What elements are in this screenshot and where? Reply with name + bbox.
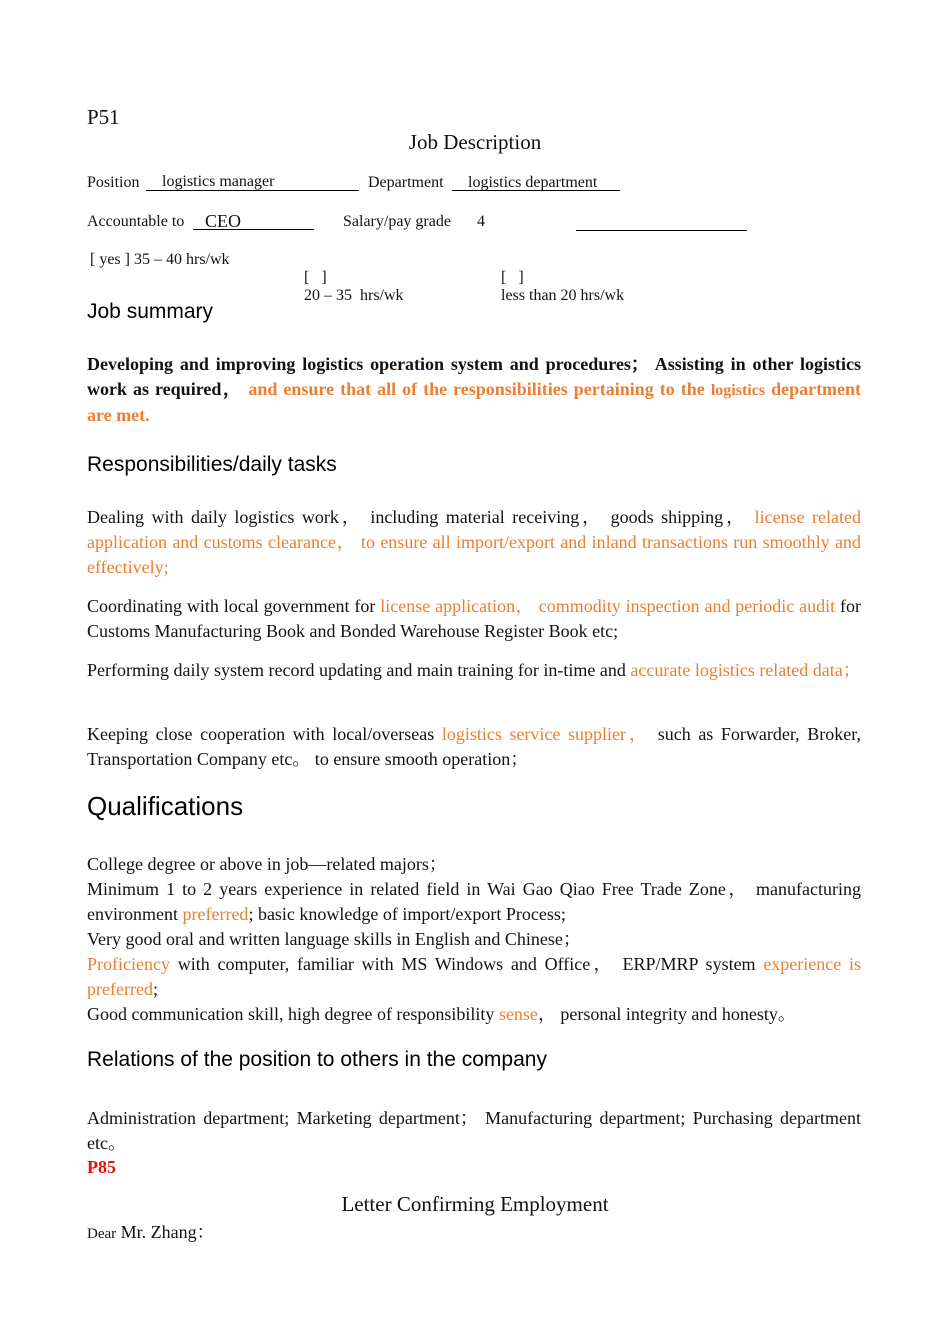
hours-option-2 xyxy=(288,251,404,323)
responsibility-2-text-b: for Customs Manufacturing Book and Bonded Warehouse Register Book etc; xyxy=(87,596,862,641)
responsibility-4-highlight: logistics service supplier， xyxy=(441,724,651,744)
responsibility-1-highlight: license related application and customs clearance， to ensure all import/export and inland transactions run smoothly and effectively; xyxy=(87,507,861,577)
hours-checkbox-1: [ yes ] xyxy=(90,251,130,268)
job-summary-part-d: department are met. xyxy=(87,379,862,425)
responsibility-paragraph-2 xyxy=(87,594,861,644)
responsibilities-heading: Responsibilities/daily tasks xyxy=(87,453,337,476)
job-summary-part-b: and ensure that all of the responsibilities pertaining to the xyxy=(248,379,705,399)
hours-label-3: less than 20 hrs/wk xyxy=(501,287,625,304)
salutation-name: Mr. Zhang： xyxy=(120,1222,215,1242)
qualification-5-highlight: sense xyxy=(498,1004,538,1024)
responsibility-2-highlight-a: license application， xyxy=(380,596,534,616)
salary-label: Salary/pay grade xyxy=(343,213,451,230)
letter-title: Letter Confirming Employment xyxy=(341,1192,609,1216)
qualification-4-highlight-b: experience is preferred xyxy=(87,954,862,999)
document-title: Job Description xyxy=(408,130,542,154)
qualification-2-text-a: Minimum 1 to 2 years experience in related field in Wai Gao Qiao Free Trade Zone， manufacturing environment xyxy=(87,879,861,924)
hours-option-3 xyxy=(485,251,624,323)
qualification-2-text-b: ; basic knowledge of import/export Process; xyxy=(248,904,566,924)
qualification-5-text-b: ， personal integrity and honesty。 xyxy=(537,1004,796,1024)
hours-checkbox-3: [ ] xyxy=(501,269,524,286)
page-label-p85: P85 xyxy=(87,1157,116,1177)
job-summary-text xyxy=(87,352,861,428)
responsibility-4-text-b: such as Forwarder, Broker, Transportation Company etc。 to ensure smooth operation； xyxy=(87,724,861,769)
responsibility-paragraph-1 xyxy=(87,505,861,580)
position-value: logistics manager xyxy=(162,173,275,190)
qualification-5-text-a: Good communication skill, high degree of responsibility xyxy=(87,1004,495,1024)
letter-salutation xyxy=(87,1218,215,1244)
qualification-4-highlight-a: Proficiency xyxy=(87,954,170,974)
relations-text: Administration department; Marketing department； Manufacturing department; Purchasing department etc。 xyxy=(87,1108,861,1153)
salary-value: 4 xyxy=(477,213,485,230)
department-label: Department xyxy=(368,174,444,191)
accountable-value: CEO xyxy=(205,211,241,231)
qualification-3: Very good oral and written language skills in English and Chinese； xyxy=(87,929,581,949)
position-label: Position xyxy=(87,174,140,191)
responsibility-paragraph-3 xyxy=(87,658,861,683)
responsibility-1-text: Dealing with daily logistics work， including material receiving， goods shipping， xyxy=(87,507,748,527)
hours-label-2: 20 – 35 hrs/wk xyxy=(304,287,404,304)
accountable-label: Accountable to xyxy=(87,213,185,230)
relations-heading: Relations of the position to others in the company xyxy=(87,1048,547,1071)
responsibility-2-highlight-b: commodity inspection and periodic audit xyxy=(538,596,836,616)
responsibility-4-text-a: Keeping close cooperation with local/overseas xyxy=(87,724,435,744)
department-value: logistics department xyxy=(468,174,598,191)
qualifications-heading: Qualifications xyxy=(87,791,244,821)
salary-underline xyxy=(576,230,747,231)
responsibility-3-text: Performing daily system record updating and main training for in-time and xyxy=(87,660,626,680)
responsibility-3-highlight: accurate logistics related data； xyxy=(630,660,861,680)
qualification-4 xyxy=(87,952,861,1002)
job-summary-part-c: logistics xyxy=(710,382,766,399)
qualification-4-end: ; xyxy=(152,979,158,999)
job-summary-part-a: Developing and improving logistics operation system and procedures； Assisting in other logistics work as required， xyxy=(87,354,861,399)
hours-label-1: 35 – 40 hrs/wk xyxy=(133,251,230,268)
qualification-1: College degree or above in job—related majors； xyxy=(87,854,447,874)
hours-option-1 xyxy=(90,251,230,269)
job-summary-heading: Job summary xyxy=(87,300,214,323)
responsibility-2-text-a: Coordinating with local government for xyxy=(87,596,376,616)
qualification-4-text: with computer, familiar with MS Windows and Office， ERP/MRP system xyxy=(177,954,756,974)
qualification-2-highlight: preferred xyxy=(182,904,249,924)
hours-checkbox-2: [ ] xyxy=(304,269,327,286)
qualification-2 xyxy=(87,877,861,927)
qualification-5 xyxy=(87,1002,861,1027)
salutation-dear: Dear xyxy=(87,1226,117,1242)
page-label-p51: P51 xyxy=(87,105,120,129)
responsibility-paragraph-4 xyxy=(87,722,861,772)
qualifications-list xyxy=(87,852,861,1027)
